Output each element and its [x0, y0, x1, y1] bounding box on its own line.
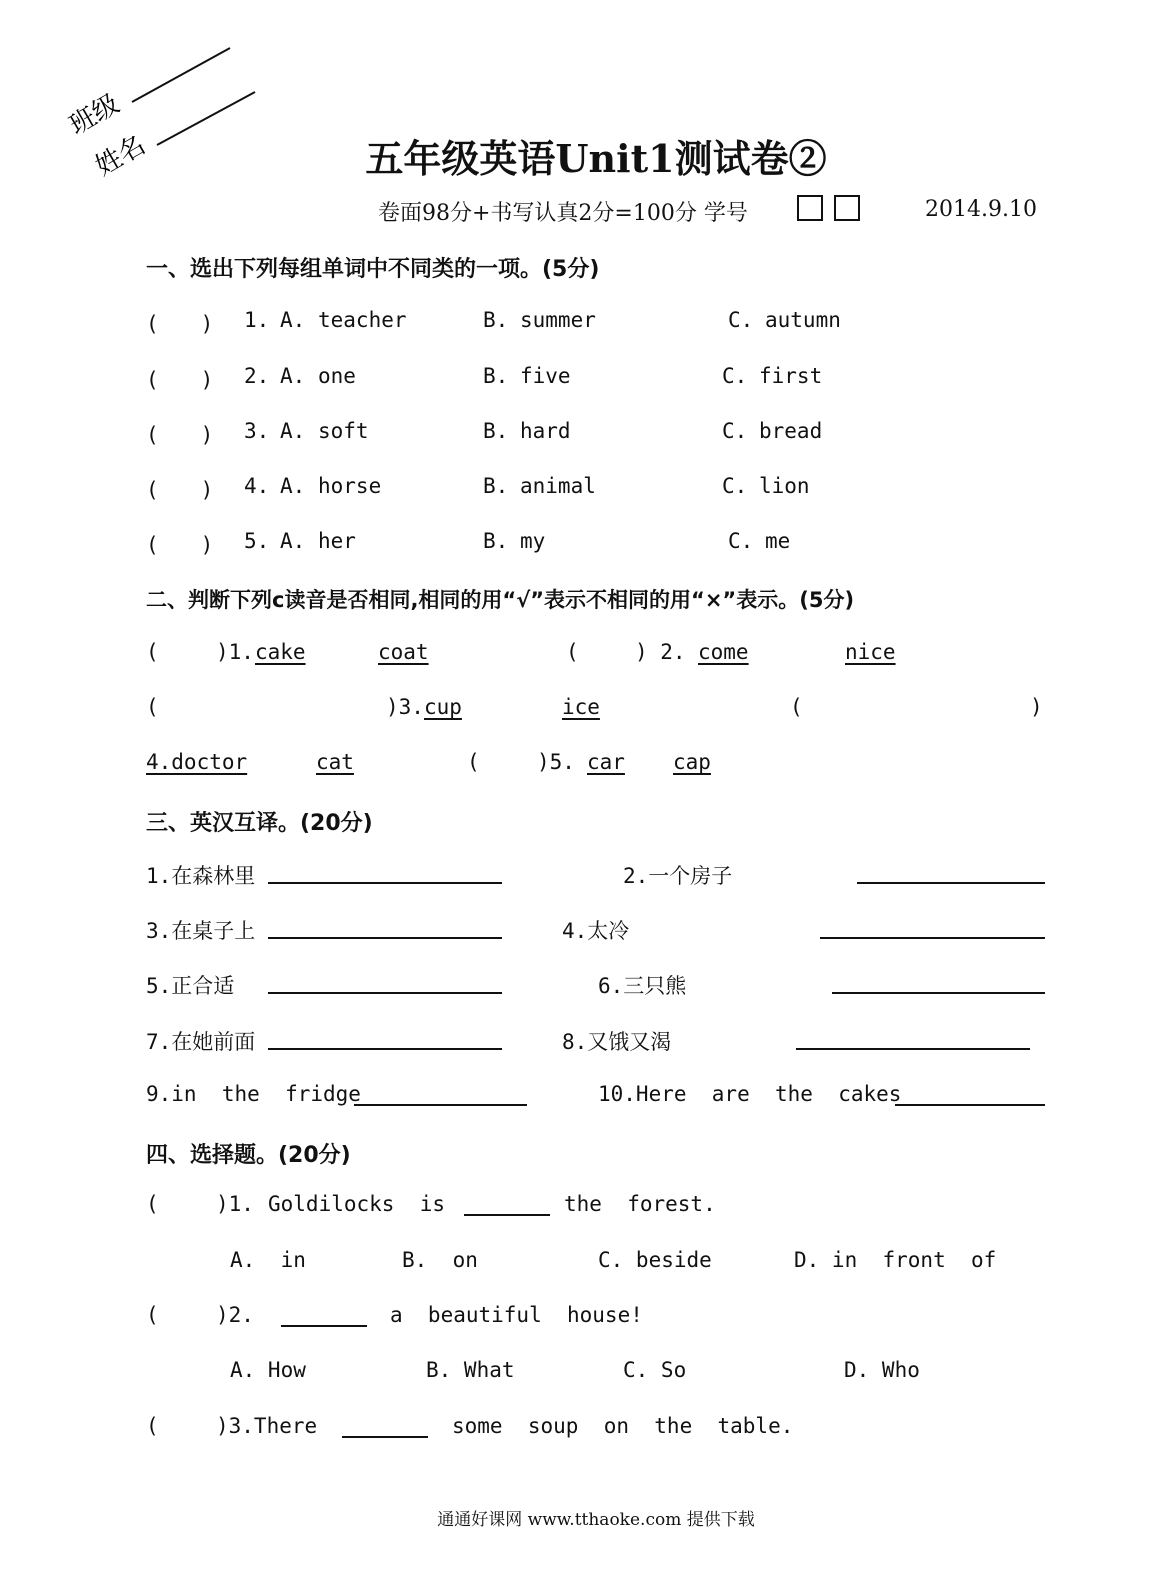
word: come	[698, 640, 749, 664]
option-a-letter: A.	[280, 529, 306, 553]
item-number: 5.	[244, 529, 270, 553]
word: 4.doctor	[146, 750, 248, 774]
option-b: my	[520, 529, 546, 553]
word: cake	[255, 640, 306, 664]
answer-paren-close: )	[1030, 695, 1043, 719]
answer-paren-open[interactable]: (	[146, 695, 159, 719]
option-a: soft	[318, 419, 369, 443]
footer-credit: 通通好课网 www.tthaoke.com 提供下载	[437, 1510, 755, 1530]
answer-paren-open[interactable]: (	[146, 1303, 159, 1327]
option-b: five	[520, 364, 571, 388]
option-a-letter: A.	[280, 474, 306, 498]
name-label: 姓名	[90, 130, 151, 183]
option-a: her	[318, 529, 356, 553]
option-c-letter: C.	[722, 419, 748, 443]
answer-paren-open[interactable]: (	[146, 640, 159, 664]
question-prefix: )1.	[216, 1192, 254, 1216]
answer-paren-open[interactable]: (	[790, 695, 803, 719]
word: cat	[316, 750, 354, 774]
choice-option: B. on	[402, 1248, 478, 1272]
student-id-box-2[interactable]	[834, 195, 860, 221]
option-b: summer	[520, 308, 596, 332]
item-prefix: ) 2.	[635, 640, 686, 664]
answer-paren-open[interactable]: (	[566, 640, 579, 664]
choice-option: D. Who	[844, 1358, 920, 1382]
option-c-letter: C.	[728, 308, 754, 332]
option-a-letter: A.	[280, 308, 306, 332]
section3-heading: 三、英汉互译。(20分)	[146, 811, 373, 836]
choice-option: C. So	[623, 1358, 687, 1382]
option-c-letter: C.	[722, 474, 748, 498]
section2-heading: 二、判断下列c读音是否相同,相同的用“√”表示不相同的用“×”表示。(5分)	[146, 588, 855, 612]
option-c: first	[759, 364, 823, 388]
option-c: bread	[759, 419, 823, 443]
option-c: autumn	[765, 308, 841, 332]
answer-paren[interactable]: ( )	[146, 368, 214, 392]
answer-blank[interactable]	[354, 1104, 527, 1106]
answer-paren[interactable]: ( )	[146, 533, 214, 557]
question-text: some soup on the table.	[452, 1414, 794, 1438]
option-b-letter: B.	[483, 474, 509, 498]
option-a-letter: A.	[280, 364, 306, 388]
translation-item: 7.在她前面	[146, 1030, 256, 1054]
word: cup	[424, 695, 462, 719]
option-b: animal	[520, 474, 596, 498]
word: cap	[673, 750, 711, 774]
translation-item: 4.太冷	[562, 919, 630, 943]
translation-item: 9.in the fridge	[146, 1082, 361, 1106]
word: ice	[562, 695, 600, 719]
answer-paren[interactable]: ( )	[146, 312, 214, 336]
exam-date: 2014.9.10	[925, 197, 1037, 222]
answer-blank[interactable]	[268, 1048, 502, 1050]
answer-blank[interactable]	[268, 882, 502, 884]
option-b: hard	[520, 419, 571, 443]
answer-blank[interactable]	[796, 1048, 1030, 1050]
translation-item: 3.在桌子上	[146, 919, 256, 943]
item-number: 2.	[244, 364, 270, 388]
answer-blank[interactable]	[268, 992, 502, 994]
item-number: 1.	[244, 308, 270, 332]
option-b-letter: B.	[483, 529, 509, 553]
item-number: 3.	[244, 419, 270, 443]
answer-paren-open[interactable]: (	[146, 1192, 159, 1216]
item-prefix: )1.	[216, 640, 254, 664]
answer-blank[interactable]	[342, 1436, 428, 1438]
translation-item: 10.Here are the cakes	[598, 1082, 902, 1106]
option-c: me	[765, 529, 791, 553]
option-a: one	[318, 364, 356, 388]
score-note: 卷面98分+书写认真2分=100分 学号	[378, 201, 748, 226]
answer-blank[interactable]	[857, 882, 1045, 884]
choice-option: D. in front of	[794, 1248, 997, 1272]
answer-blank[interactable]	[268, 937, 502, 939]
option-a-letter: A.	[280, 419, 306, 443]
choice-option: A. How	[230, 1358, 306, 1382]
item-number: 4.	[244, 474, 270, 498]
translation-item: 1.在森林里	[146, 864, 256, 888]
option-a: horse	[318, 474, 382, 498]
word: coat	[378, 640, 429, 664]
answer-paren-open[interactable]: (	[467, 750, 480, 774]
choice-option: B. What	[426, 1358, 515, 1382]
answer-blank[interactable]	[832, 992, 1045, 994]
option-b-letter: B.	[483, 308, 509, 332]
question-prefix: )2.	[216, 1303, 254, 1327]
question-text: the forest.	[564, 1192, 716, 1216]
page-title: 五年级英语Unit1测试卷②	[365, 136, 827, 181]
question-prefix: )3.There	[216, 1414, 318, 1438]
answer-blank[interactable]	[895, 1104, 1045, 1106]
option-c-letter: C.	[728, 529, 754, 553]
option-b-letter: B.	[483, 419, 509, 443]
answer-blank[interactable]	[464, 1214, 550, 1216]
answer-blank[interactable]	[281, 1325, 367, 1327]
section1-heading: 一、选出下列每组单词中不同类的一项。(5分)	[146, 257, 600, 282]
answer-paren-open[interactable]: (	[146, 1414, 159, 1438]
translation-item: 8.又饿又渴	[562, 1030, 672, 1054]
answer-paren[interactable]: ( )	[146, 478, 214, 502]
word: nice	[845, 640, 896, 664]
option-a: teacher	[318, 308, 407, 332]
option-c: lion	[759, 474, 810, 498]
answer-paren[interactable]: ( )	[146, 423, 214, 447]
option-b-letter: B.	[483, 364, 509, 388]
student-id-box-1[interactable]	[797, 195, 823, 221]
translation-item: 5.正合适	[146, 974, 235, 998]
item-prefix: )3.	[386, 695, 424, 719]
item-prefix: )5.	[537, 750, 575, 774]
choice-option: A. in	[230, 1248, 306, 1272]
answer-blank[interactable]	[820, 937, 1045, 939]
word: car	[587, 750, 625, 774]
question-text: a beautiful house!	[390, 1303, 643, 1327]
translation-item: 6.三只熊	[598, 974, 687, 998]
question-text: Goldilocks is	[268, 1192, 446, 1216]
option-c-letter: C.	[722, 364, 748, 388]
class-label: 班级	[64, 89, 125, 142]
choice-option: C. beside	[598, 1248, 712, 1272]
translation-item: 2.一个房子	[623, 864, 733, 888]
section4-heading: 四、选择题。(20分)	[146, 1143, 351, 1168]
